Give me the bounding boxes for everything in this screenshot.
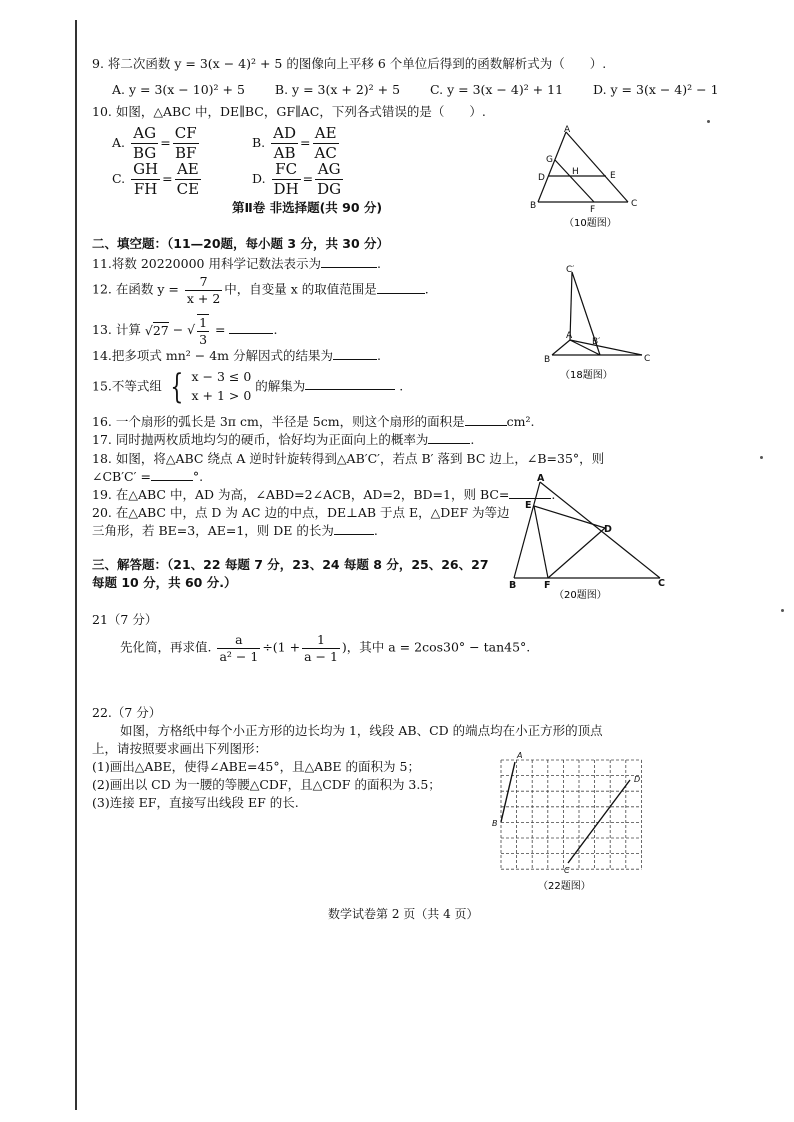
q20-figure <box>500 474 680 604</box>
q21-head: 21（7 分） <box>92 612 158 627</box>
q18-label-b1: B′ <box>592 337 601 347</box>
q20-label-f: F <box>544 580 551 591</box>
section3-title-line2: 每题 10 分，共 60 分.） <box>92 575 237 590</box>
q22-line2: 上，请按照要求画出下列图形： <box>92 741 268 756</box>
binding-margin-line <box>75 20 77 1110</box>
part2-title: 第Ⅱ卷 非选择题(共 90 分) <box>232 200 383 215</box>
q10-stem: 10. 如图，△ABC 中，DE∥BC，GF∥AC，下列各式错误的是（ ）. <box>92 104 486 119</box>
scan-speck <box>781 609 784 612</box>
q9-option-c: C. y = 3(x − 4)² + 11 <box>430 82 564 97</box>
q10-option-d: D. $\frac{FC}{DH}$ = $\frac{AG}{DG}$ <box>252 160 342 198</box>
q22-head: 22.（7 分） <box>92 705 162 720</box>
q16: 16. 一个扇形的弧长是 3π cm，半径是 5cm，则这个扇形的面积是 cm². <box>92 414 535 429</box>
q20-label-a: A <box>537 474 545 484</box>
q9-option-d: D. y = 3(x − 4)² − 1 <box>593 82 719 97</box>
q12: 12. 在函数 y = $\frac{7}{x + 2}$ 中，自变量 x 的取值范围是 . <box>92 274 429 306</box>
q17: 17. 同时抛两枚质地均匀的硬币，恰好均为正面向上的概率为 . <box>92 432 475 447</box>
q18-line-ac <box>570 340 642 355</box>
q10-option-c: C. $\frac{GH}{FH}$ = $\frac{AE}{CE}$ <box>112 160 200 198</box>
q10-option-a: A. $\frac{AG}{BG}$ = $\frac{CF}{BF}$ <box>112 124 197 162</box>
page-footer: 数学试卷第 2 页（共 4 页） <box>328 907 479 921</box>
q11-answer-blank[interactable] <box>321 267 377 268</box>
q20-line-ef <box>534 506 548 578</box>
q22-label-d: D <box>634 775 641 784</box>
q22-line3: (1)画出△ABE，使得∠ABE=45°，且△ABE 的面积为 5； <box>92 759 420 774</box>
q20-line2: 三角形，若 BE=3，AE=1，则 DE 的长为 . <box>92 523 378 538</box>
q18-line-ac1 <box>570 272 572 340</box>
q22-grid-figure <box>490 752 650 894</box>
q15-answer-blank[interactable] <box>305 389 395 390</box>
scan-speck <box>760 456 763 459</box>
q12-answer-blank[interactable] <box>377 293 425 294</box>
q16-answer-blank[interactable] <box>465 425 507 426</box>
q10-label-b: B <box>530 201 537 211</box>
q20-label-e: E <box>525 500 532 511</box>
q22-figure-caption: （22题图） <box>538 881 591 892</box>
section3-title-line1: 三、解答题：（21、22 每题 7 分，23、24 每题 8 分，25、26、27 <box>92 557 489 572</box>
q18-label-c1: C′ <box>566 265 575 275</box>
q17-answer-blank[interactable] <box>428 443 470 444</box>
q22-label-a: A <box>517 752 523 760</box>
q13-answer-blank[interactable] <box>229 333 273 334</box>
q10-figure-caption: （10题图） <box>564 218 617 229</box>
q13: 13. 计算 √27 − √ $\frac{1}{3}$ = . <box>92 315 278 347</box>
q20-label-d: D <box>604 524 612 535</box>
q21-body: 先化简，再求值. $\frac{a}{\text{a² − 1}}$ ÷(1 + $\frac{1}{a - 1}$ )，其中 a = 2cos30° − tan45°. <box>120 632 531 664</box>
q20-line1: 20. 在△ABC 中，点 D 为 AC 边的中点，DE⊥AB 于点 E，△DEF 为等边 <box>92 505 510 520</box>
q18-figure <box>532 262 662 384</box>
q10-label-h: H <box>572 167 579 177</box>
q22-label-b: B <box>492 819 498 828</box>
q18-answer-blank[interactable] <box>151 480 193 481</box>
q18-line1: 18. 如图，将△ABC 绕点 A 逆时针旋转得到△AB′C′，若点 B′ 落到 BC 边上，∠B=35°，则 <box>92 451 605 466</box>
q9-option-a: A. y = 3(x − 10)² + 5 <box>112 82 245 97</box>
q10-label-c: C <box>631 199 638 209</box>
q18-line-ab <box>552 340 570 355</box>
q11: 11.将数 20220000 用科学记数法表示为 . <box>92 256 381 271</box>
q20-line-ab <box>514 482 540 578</box>
section2-title: 二、填空题：（11—20题，每小题 3 分，共 30 分） <box>92 236 390 251</box>
q14-answer-blank[interactable] <box>333 359 377 360</box>
q10-label-f: F <box>590 205 596 215</box>
q20-line-ed <box>534 506 605 528</box>
q20-label-c: C <box>658 578 665 589</box>
q22-segment-ab <box>501 762 515 822</box>
q9-option-b: B. y = 3(x + 2)² + 5 <box>274 82 401 97</box>
q22-segment-cd <box>568 780 630 863</box>
q10-label-e: E <box>610 171 616 181</box>
q20-figure-caption: （20题图） <box>554 590 607 601</box>
q10-option-b: B. $\frac{AD}{AB}$ = $\frac{AE}{AC}$ <box>252 124 337 162</box>
q22-line4: (2)画出以 CD 为一腰的等腰△CDF，且△CDF 的面积为 3.5； <box>92 777 441 792</box>
q20-answer-blank[interactable] <box>334 534 374 535</box>
q20-label-b: B <box>509 580 517 591</box>
q22-label-c: C <box>564 866 570 875</box>
q18-label-c: C <box>644 354 651 364</box>
q18-label-b: B <box>544 355 551 365</box>
q18-line2: ∠CB′C′ = °. <box>92 469 204 484</box>
q22-line5: (3)连接 EF，直接写出线段 EF 的长. <box>92 795 299 810</box>
q20-line-ac <box>540 482 660 578</box>
q10-figure <box>528 124 648 234</box>
q14: 14.把多项式 mn² − 4m 分解因式的结果为 . <box>92 348 381 363</box>
q15: 15.不等式组 { x − 3 ≤ 0 x + 1 > 0 的解集为 . <box>92 366 404 407</box>
q22-line1: 如图，方格纸中每个小正方形的边长均为 1，线段 AB、CD 的端点均在小正方形的顶点 <box>120 723 603 738</box>
q9-stem: 9. 将二次函数 y = 3(x − 4)² + 5 的图像向上平移 6 个单位后得到的函数解析式为（ ）. <box>92 56 607 71</box>
q9-options <box>112 82 719 98</box>
q20-line-fd <box>548 528 605 578</box>
q18-figure-caption: （18题图） <box>560 370 613 381</box>
q18-label-a: A <box>566 331 573 341</box>
q19: 19. 在△ABC 中，AD 为高，∠ABD=2∠ACB，AD=2，BD=1，则 BC= . <box>92 487 556 502</box>
q10-label-d: D <box>538 173 545 183</box>
q10-label-g: G <box>546 155 553 165</box>
q10-label-a: A <box>564 125 571 135</box>
scan-speck <box>707 120 710 123</box>
